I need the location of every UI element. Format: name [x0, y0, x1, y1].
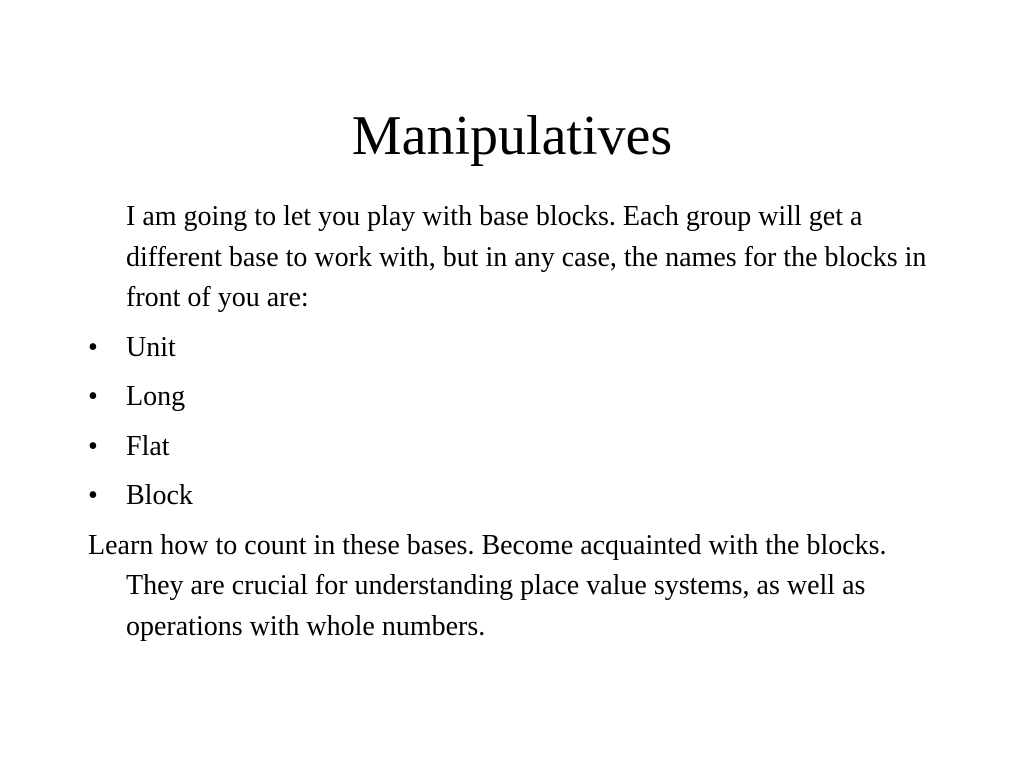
slide-title: Manipulatives [351, 105, 673, 167]
intro-paragraph: I am going to let you play with base blocks. Each group will get a different base to work with, but in any case, the names for the blocks in front of you are: [126, 201, 927, 313]
bullet-icon: • [88, 480, 98, 511]
list-item-label: Block [126, 480, 193, 511]
list-item [88, 427, 938, 468]
list-item-label: Unit [126, 331, 176, 363]
bullet-icon: • [88, 381, 98, 412]
list-item-label: Flat [126, 430, 170, 462]
list-item [88, 328, 938, 369]
block-names-list [88, 328, 938, 517]
bullet-icon: • [88, 331, 98, 363]
slide-body [88, 197, 938, 647]
list-item [88, 476, 938, 517]
outro-paragraph: Learn how to count in these bases. Become acquainted with the blocks. They are crucial for understanding place value systems, as well as operations with whole numbers. [88, 529, 887, 642]
bullet-icon: • [88, 430, 98, 462]
list-item-label: Long [126, 381, 186, 412]
list-item [88, 377, 938, 418]
